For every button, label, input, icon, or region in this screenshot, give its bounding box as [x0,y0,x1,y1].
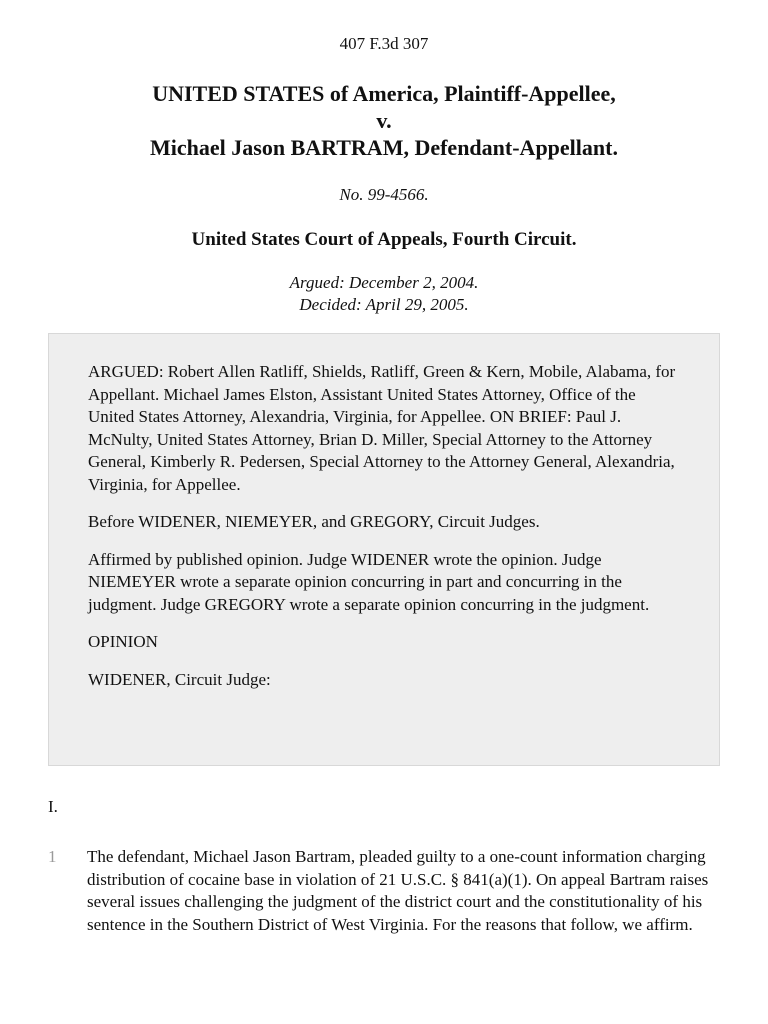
paragraph-number[interactable]: 1 [48,847,57,866]
citation: 407 F.3d 307 [339,34,429,53]
caption-plaintiff: UNITED STATES of America, Plaintiff-Appellee, [152,81,616,106]
decided-date: Decided: April 29, 2005. [299,295,469,314]
section-heading: I. [48,797,58,816]
docket-number: No. 99-4566. [339,185,429,204]
disposition-paragraph: Affirmed by published opinion. Judge WIDENER wrote the opinion. Judge NIEMEYER wrote a separate opinion concurring in part and concurring in the judgment. Judge GREGORY wrote a separate opinion concurring in the judgment. [88,549,650,614]
opinion-paragraph [48,846,728,936]
opinion-author: WIDENER, Circuit Judge: [88,669,271,689]
counsel-paragraph: ARGUED: Robert Allen Ratliff, Shields, Ratliff, Green & Kern, Mobile, Alabama, for Appellant. Michael James Elston, Assistant United States Attorney, Office of the United States Attorney, Alexandria, Virginia, for Appellee. ON BRIEF: Paul J. McNulty, United States Attorney, Brian D. Miller, Special Attorney to the Attorney General, Kimberly R. Pedersen, Special Attorney to the Attorney General, Alexandria, Virginia, for Appellee. [88,362,676,494]
case-caption [0,80,768,161]
case-dates [0,272,768,316]
caption-defendant: Michael Jason BARTRAM, Defendant-Appellant. [150,135,618,160]
case-summary-box [48,333,720,766]
caption-versus: v. [376,108,392,133]
argued-date: Argued: December 2, 2004. [289,273,479,292]
paragraph-text: The defendant, Michael Jason Bartram, pleaded guilty to a one-count information charging distribution of cocaine base in violation of 21 U.S.C. § 841(a)(1). On appeal Bartram raises several issues challenging the judgment of the district court and the constitutionality of his sentence in the Southern District of West Virginia. For the reasons that follow, we affirm. [87,847,709,934]
panel-paragraph: Before WIDENER, NIEMEYER, and GREGORY, Circuit Judges. [88,512,540,531]
opinion-label: OPINION [88,632,158,651]
court-name: United States Court of Appeals, Fourth Circuit. [191,229,577,250]
